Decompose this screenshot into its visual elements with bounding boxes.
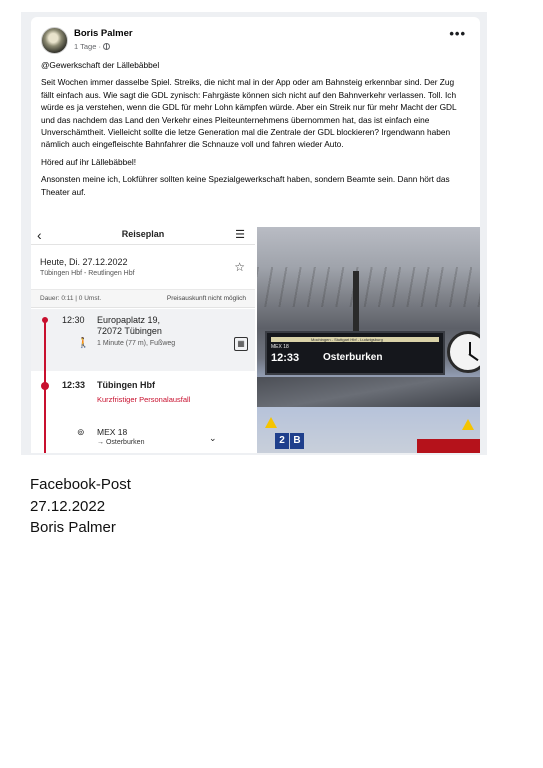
train-departure-time: 12:33 bbox=[62, 380, 86, 390]
platform-number: 2 bbox=[275, 433, 289, 449]
trip-date: Heute, Di. 27.12.2022 bbox=[40, 257, 128, 267]
post-paragraph: Höred auf ihr Lällebäbbel! bbox=[41, 156, 137, 167]
trip-route: Tübingen Hbf - Reutlingen Hbf bbox=[40, 270, 135, 277]
roof-structure bbox=[257, 267, 480, 307]
station-photo[interactable] bbox=[257, 227, 480, 453]
train-destination: → Osterburken bbox=[97, 439, 145, 446]
trip-duration: Dauer: 0:11 | 0 Umst. bbox=[40, 295, 102, 302]
warning-sign-icon bbox=[462, 419, 474, 430]
db-app-screenshot[interactable] bbox=[31, 227, 255, 453]
board-destination: Osterburken bbox=[323, 352, 383, 363]
post-mention[interactable]: @Gewerkschaft der Lällebäbbel bbox=[41, 60, 160, 70]
train-icon: ⊚ bbox=[77, 427, 85, 437]
platform-section: B bbox=[290, 433, 304, 449]
caption-title: Facebook-Post bbox=[30, 476, 131, 493]
walking-icon: 🚶 bbox=[77, 338, 90, 349]
trip-summary bbox=[31, 246, 255, 290]
app-header bbox=[31, 227, 255, 245]
departure-board bbox=[265, 331, 445, 375]
map-icon: ▦ bbox=[234, 337, 248, 351]
app-title: Reiseplan bbox=[121, 229, 165, 239]
regional-train bbox=[417, 439, 480, 453]
avatar[interactable] bbox=[41, 27, 68, 54]
warning-sign-icon bbox=[265, 417, 277, 428]
caption-author: Boris Palmer bbox=[30, 519, 116, 536]
board-time: 12:33 bbox=[271, 352, 300, 364]
post-paragraph: Seit Wochen immer dasselbe Spiel. Streiks, die nicht mal in der App oder am Bahnsteig erkennbar sind. Der Zug fällt einfach aus. Wie sagt die GDL zynisch: Fahrgäste können sich nicht auf den Bahnverkehr verlassen. Toll. Ich würde es ja verstehen, wenn die GDL für mehr Lohn kämpfen würde. Aber ein Streik nur für mehr Macht der GDL und das nachdem das Land den Verkehr eines Pleiteunternehmens übernommen hat, das ist einfach eine Unverschämtheit. Vielleicht sollte die letze Generation mal die Zentrale der GDL blockieren? Irgendwann haben nämlich auch eingefleischte Bahnfahrer die Schnauze voll und fahren wieder Auto. bbox=[41, 77, 457, 150]
station-name: Tübingen Hbf bbox=[97, 380, 155, 390]
platform-canopy bbox=[257, 377, 480, 407]
platform-sign bbox=[275, 433, 304, 449]
globe-icon bbox=[103, 43, 110, 50]
address-line: 72072 Tübingen bbox=[97, 326, 162, 336]
train-name: MEX 18 bbox=[97, 427, 128, 437]
post-paragraph: Ansonsten meine ich, Lokführer sollten keine Spezialgewerkschaft haben, sondern Beamte sein. Dann hört das Theater auf. bbox=[41, 174, 450, 197]
more-options-button[interactable]: ••• bbox=[449, 26, 466, 41]
star-icon: ☆ bbox=[234, 260, 245, 274]
menu-icon: ☰ bbox=[235, 229, 245, 241]
board-line: MEX 18 bbox=[271, 344, 289, 350]
chevron-down-icon: ⌄ bbox=[209, 433, 217, 443]
trip-info-bar bbox=[31, 290, 255, 308]
post-author[interactable]: Boris Palmer bbox=[74, 28, 133, 39]
post-meta bbox=[74, 42, 110, 51]
post-time[interactable]: 1 Tage · bbox=[74, 42, 101, 51]
start-address bbox=[97, 315, 162, 337]
departure-time: 12:30 bbox=[62, 315, 85, 325]
cancellation-notice: Kurzfristiger Personalausfall bbox=[97, 395, 191, 404]
station-dot bbox=[41, 382, 49, 390]
board-via-text: Mochingen - Stuttgart Hbf - Ludwigsburg bbox=[271, 337, 439, 342]
clock-hand bbox=[468, 353, 478, 361]
walk-info: 1 Minute (77 m), Fußweg bbox=[97, 340, 176, 347]
caption bbox=[30, 474, 131, 539]
start-dot bbox=[42, 317, 48, 323]
sign-pole bbox=[353, 271, 359, 331]
post-text bbox=[41, 59, 466, 203]
address-line: Europaplatz 19, bbox=[97, 315, 161, 325]
caption-date: 27.12.2022 bbox=[30, 497, 106, 515]
back-arrow-icon: ‹ bbox=[37, 227, 42, 243]
price-info: Preisauskunft nicht möglich bbox=[166, 295, 246, 302]
station-clock bbox=[447, 331, 480, 373]
facebook-post bbox=[31, 17, 480, 453]
